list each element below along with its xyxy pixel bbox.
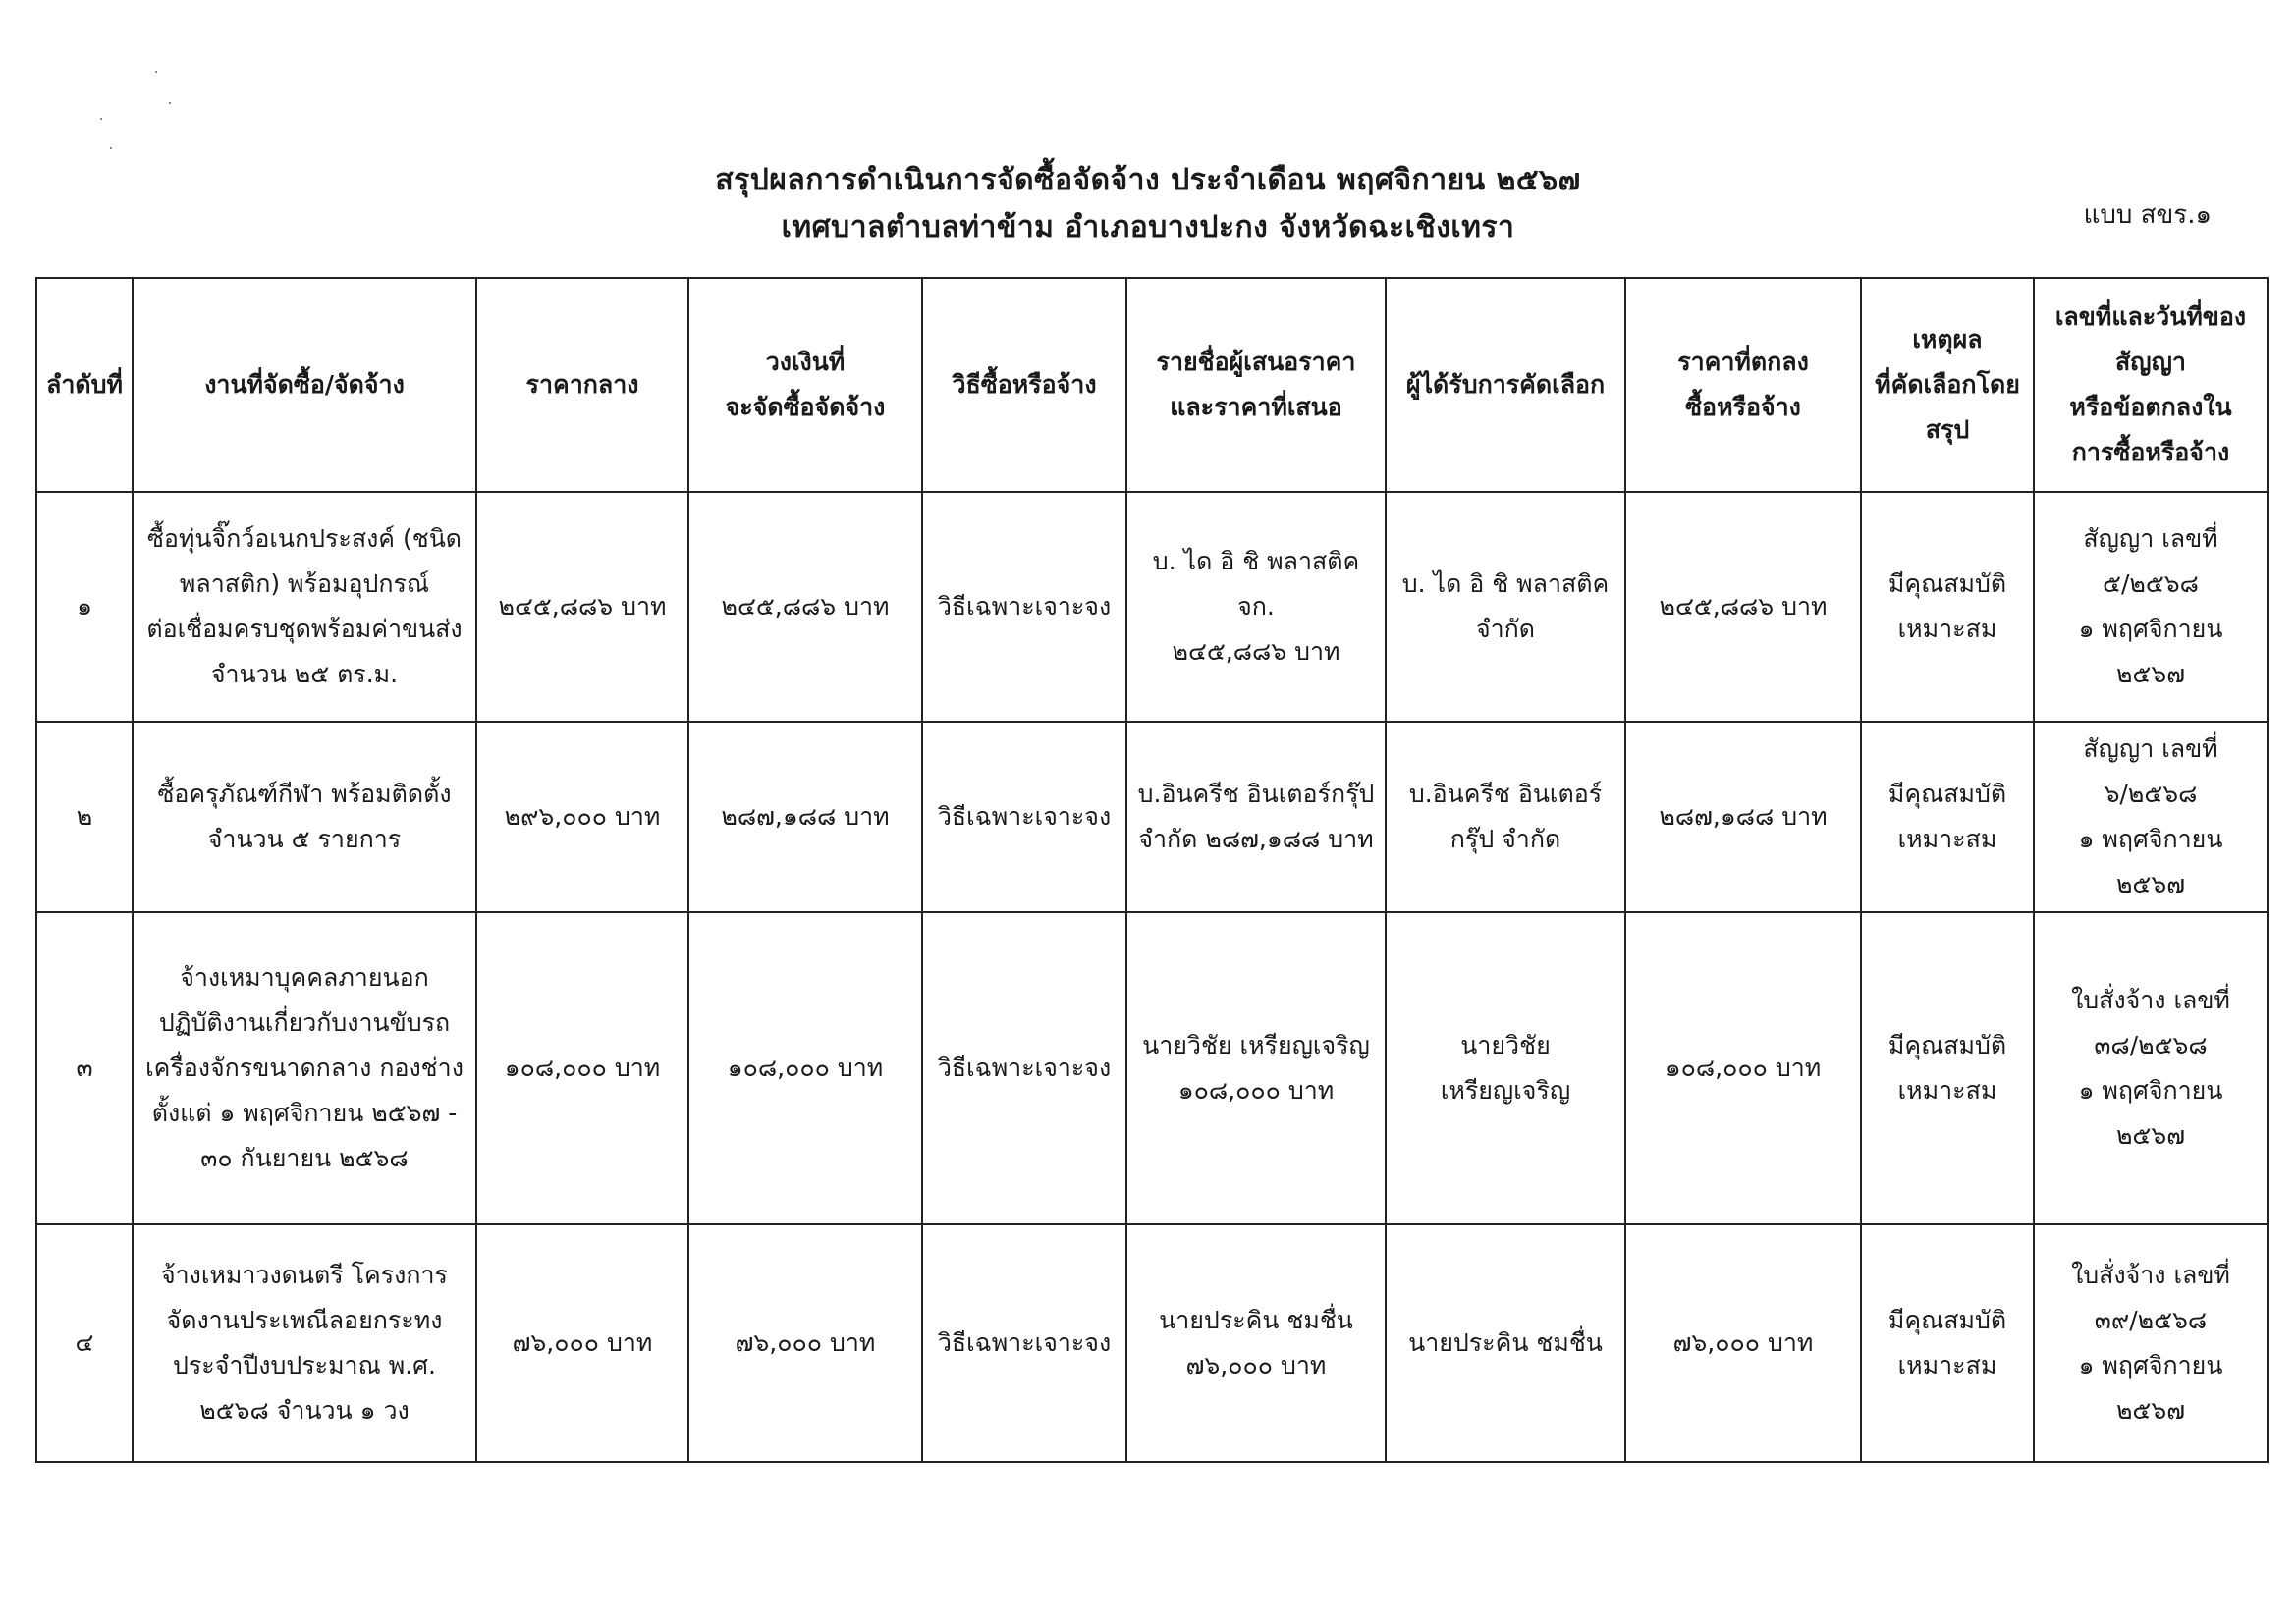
- cell-selected: นายวิชัย เหรียญเจริญ: [1386, 912, 1625, 1224]
- cell-contract: สัญญา เลขที่ ๕/๒๕๖๘ ๑ พฤศจิกายน ๒๕๖๗: [2034, 492, 2268, 722]
- scan-speck: [169, 102, 171, 104]
- cell-selected: บ. ได อิ ชิ พลาสติค จำกัด: [1386, 492, 1625, 722]
- cell-budget: ๒๘๗,๑๘๘ บาท: [688, 722, 922, 912]
- col-header-selected: ผู้ได้รับการคัดเลือก: [1386, 278, 1625, 492]
- col-header-bidders: รายชื่อผู้เสนอราคา และราคาที่เสนอ: [1126, 278, 1386, 492]
- cell-median-price: ๗๖,๐๐๐ บาท: [476, 1224, 688, 1462]
- cell-bidders: บ. ได อิ ชิ พลาสติค จก. ๒๔๕,๘๘๖ บาท: [1126, 492, 1386, 722]
- form-code: แบบ สขร.๑: [2083, 200, 2212, 230]
- col-header-item: งานที่จัดซื้อ/จัดจ้าง: [133, 278, 476, 492]
- cell-method: วิธีเฉพาะเจาะจง: [922, 1224, 1126, 1462]
- scan-speck: [100, 118, 102, 120]
- cell-item: ซื้อทุ่นจิ๊กว์อเนกประสงค์ (ชนิด พลาสติก) พร้อมอุปกรณ์ ต่อเชื่อมครบชุดพร้อมค่าขนส่ง จำนวน ๒๕ ตร.ม.: [133, 492, 476, 722]
- cell-reason: มีคุณสมบัติ เหมาะสม: [1861, 1224, 2034, 1462]
- cell-contract: ใบสั่งจ้าง เลขที่ ๓๙/๒๕๖๘ ๑ พฤศจิกายน ๒๕๖๗: [2034, 1224, 2268, 1462]
- cell-reason: มีคุณสมบัติ เหมาะสม: [1861, 722, 2034, 912]
- cell-method: วิธีเฉพาะเจาะจง: [922, 722, 1126, 912]
- cell-agreed-price: ๗๖,๐๐๐ บาท: [1625, 1224, 1861, 1462]
- table-row: [36, 1224, 2268, 1462]
- cell-reason: มีคุณสมบัติ เหมาะสม: [1861, 912, 2034, 1224]
- cell-selected: บ.อินครีช อินเตอร์ กรุ๊ป จำกัด: [1386, 722, 1625, 912]
- cell-median-price: ๒๙๖,๐๐๐ บาท: [476, 722, 688, 912]
- col-header-method: วิธีซื้อหรือจ้าง: [922, 278, 1126, 492]
- cell-method: วิธีเฉพาะเจาะจง: [922, 912, 1126, 1224]
- col-header-reason: เหตุผล ที่คัดเลือกโดย สรุป: [1861, 278, 2034, 492]
- cell-contract: สัญญา เลขที่ ๖/๒๕๖๘ ๑ พฤศจิกายน ๒๕๖๗: [2034, 722, 2268, 912]
- col-header-contract: เลขที่และวันที่ของ สัญญา หรือข้อตกลงใน การซื้อหรือจ้าง: [2034, 278, 2268, 492]
- cell-agreed-price: ๒๔๕,๘๘๖ บาท: [1625, 492, 1861, 722]
- cell-no: ๓: [36, 912, 133, 1224]
- cell-method: วิธีเฉพาะเจาะจง: [922, 492, 1126, 722]
- cell-no: ๔: [36, 1224, 133, 1462]
- cell-budget: ๑๐๘,๐๐๐ บาท: [688, 912, 922, 1224]
- document-subtitle: เทศบาลตำบลท่าข้าม อำเภอบางปะกง จังหวัดฉะเชิงเทรา: [781, 210, 1515, 244]
- cell-median-price: ๑๐๘,๐๐๐ บาท: [476, 912, 688, 1224]
- document-header: [0, 157, 2296, 251]
- cell-item: ซื้อครุภัณฑ์กีฬา พร้อมติดตั้ง จำนวน ๕ รายการ: [133, 722, 476, 912]
- cell-item: จ้างเหมาวงดนตรี โครงการ จัดงานประเพณีลอยกระทง ประจำปีงบประมาณ พ.ศ. ๒๕๖๘ จำนวน ๑ วง: [133, 1224, 476, 1462]
- scan-speck: [155, 71, 157, 73]
- cell-bidders: นายประคิน ชมชื่น ๗๖,๐๐๐ บาท: [1126, 1224, 1386, 1462]
- cell-bidders: บ.อินครีช อินเตอร์กรุ๊ป จำกัด ๒๘๗,๑๘๘ บาท: [1126, 722, 1386, 912]
- procurement-table-wrapper: [35, 277, 2267, 1463]
- cell-reason: มีคุณสมบัติ เหมาะสม: [1861, 492, 2034, 722]
- table-header-row: [36, 278, 2268, 492]
- cell-bidders: นายวิชัย เหรียญเจริญ ๑๐๘,๐๐๐ บาท: [1126, 912, 1386, 1224]
- table-row: [36, 912, 2268, 1224]
- cell-agreed-price: ๑๐๘,๐๐๐ บาท: [1625, 912, 1861, 1224]
- cell-median-price: ๒๔๕,๘๘๖ บาท: [476, 492, 688, 722]
- col-header-median-price: ราคากลาง: [476, 278, 688, 492]
- table-row: [36, 492, 2268, 722]
- cell-budget: ๗๖,๐๐๐ บาท: [688, 1224, 922, 1462]
- cell-agreed-price: ๒๘๗,๑๘๘ บาท: [1625, 722, 1861, 912]
- scan-speck: [110, 147, 112, 149]
- col-header-no: ลำดับที่: [36, 278, 133, 492]
- cell-budget: ๒๔๕,๘๘๖ บาท: [688, 492, 922, 722]
- table-row: [36, 722, 2268, 912]
- cell-no: ๒: [36, 722, 133, 912]
- cell-selected: นายประคิน ชมชื่น: [1386, 1224, 1625, 1462]
- cell-item: จ้างเหมาบุคคลภายนอก ปฏิบัติงานเกี่ยวกับงานขับรถ เครื่องจักรขนาดกลาง กองช่าง ตั้งแต่ ๑ พฤศจิกายน ๒๕๖๗ - ๓๐ กันยายน ๒๕๖๘: [133, 912, 476, 1224]
- cell-contract: ใบสั่งจ้าง เลขที่ ๓๘/๒๕๖๘ ๑ พฤศจิกายน ๒๕๖๗: [2034, 912, 2268, 1224]
- procurement-table: [35, 277, 2269, 1463]
- document-title: สรุปผลการดำเนินการจัดซื้อจัดจ้าง ประจำเดือน พฤศจิกายน ๒๕๖๗: [715, 163, 1581, 197]
- cell-no: ๑: [36, 492, 133, 722]
- col-header-agreed-price: ราคาที่ตกลง ซื้อหรือจ้าง: [1625, 278, 1861, 492]
- col-header-budget: วงเงินที่ จะจัดซื้อจัดจ้าง: [688, 278, 922, 492]
